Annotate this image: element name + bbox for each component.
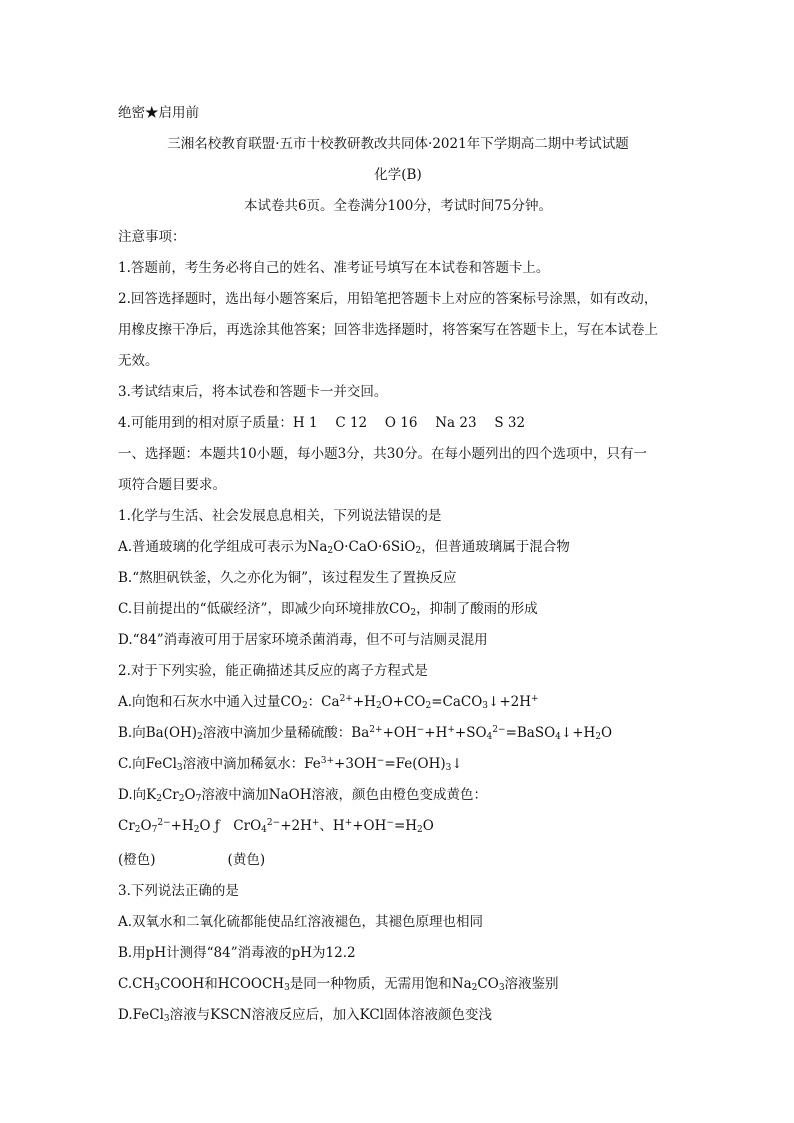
question-3-option-b: B.用pH计测得“84”消毒液的pH为12.2 bbox=[118, 945, 356, 961]
question-2-option-c: C.向FeCl$_3$溶液中滴加稀氨水：$Fe^{3+}+3OH^-=Fe(OH)_3↓$ bbox=[118, 756, 463, 773]
question-2-color-labels bbox=[118, 850, 678, 870]
question-2-option-d-equation: $Cr_2O_7^{2-}+H_2O$ ƒ CrO$_4^{2-}$+2H+、$H^++OH^-=H_2O$ bbox=[118, 818, 434, 835]
notes-heading: 注意事项： bbox=[118, 229, 186, 245]
question-3-stem: 3.下列说法正确的是 bbox=[118, 883, 239, 899]
question-3-option-c: $C.CH_3COOH$和$HCOOCH_3$是同一种物质，无需用饱和$Na_2CO_3$溶液鉴别 bbox=[118, 976, 559, 993]
note-1: 1.答题前，考生务必将自己的姓名、准考证号填写在本试卷和答题卡上。 bbox=[118, 260, 550, 276]
question-2-option-b: B.向$Ba(OH)_2$溶液中滴加少量稀硫酸：$Ba^{2+}+OH^-+H^++SO_4^{2-}=BaSO_4↓+H_2O$ bbox=[118, 725, 613, 742]
section-1-intro-line-1: 一、选择题：本题共10小题，每小题3分，共30分。在每小题列出的四个选项中，只有一 bbox=[118, 446, 647, 462]
subject-title: 化学(B) bbox=[374, 167, 422, 183]
question-1-option-a: A.普通玻璃的化学组成可表示为$Na_2O\cdot CaO\cdot 6SiO_2$，但普通玻璃属于混合物 bbox=[118, 539, 570, 556]
question-2-option-d: D.向$K_2Cr_2O_7$溶液中滴加NaOH溶液，颜色由橙色变成黄色： bbox=[118, 787, 488, 804]
note-2-line-3: 无效。 bbox=[118, 353, 159, 369]
question-1-stem: 1.化学与生活、社会发展息息相关，下列说法错误的是 bbox=[118, 508, 442, 524]
exam-summary: 本试卷共6页。全卷满分100分，考试时间75分钟。 bbox=[243, 198, 553, 214]
question-1-option-c: C.目前提出的“低碳经济”，即减少向环境排放$CO_2$，抑制了酸雨的形成 bbox=[118, 601, 538, 618]
question-2-option-a: A.向饱和石灰水中通入过量$CO_2$：$Ca^{2+}+H_2O+CO_2=CaCO_3↓+2H^+$ bbox=[118, 694, 539, 711]
exam-title: 三湘名校教育联盟·五市十校教研教改共同体·2021年下学期高二期中考试试题 bbox=[167, 136, 629, 152]
note-4-atomic-masses: 4.可能用到的相对原子质量：H 1 C 12 O 16 Na 23 S 32 bbox=[118, 415, 526, 431]
question-1-option-b: B.“熬胆矾铁釜，久之亦化为铜”，该过程发生了置换反应 bbox=[118, 570, 457, 586]
section-1-intro-line-2: 项符合题目要求。 bbox=[118, 477, 226, 493]
question-2-stem: 2.对于下列实验，能正确描述其反应的离子方程式是 bbox=[118, 663, 428, 679]
note-2-line-1: 2.回答选择题时，选出每小题答案后，用铅笔把答题卡上对应的答案标号涂黑，如有改动， bbox=[118, 291, 658, 307]
confidential-label: 绝密★启用前 bbox=[118, 105, 199, 121]
yellow-label: (黄色) bbox=[227, 852, 266, 868]
question-1-option-d: D.“84”消毒液可用于居家环境杀菌消毒，但不可与洁厕灵混用 bbox=[118, 632, 488, 648]
orange-label: (橙色) bbox=[118, 852, 156, 868]
note-3: 3.考试结束后，将本试卷和答题卡一并交回。 bbox=[118, 384, 388, 400]
question-3-option-d: D.FeCl$_3$溶液与KSCN溶液反应后，加入KCl固体溶液颜色变浅 bbox=[118, 1007, 492, 1024]
question-3-option-a: A.双氧水和二氧化硫都能使品红溶液褪色，其褪色原理也相同 bbox=[118, 914, 484, 930]
note-2-line-2: 用橡皮擦干净后，再选涂其他答案；回答非选择题时，将答案写在答题卡上，写在本试卷上 bbox=[118, 322, 658, 338]
